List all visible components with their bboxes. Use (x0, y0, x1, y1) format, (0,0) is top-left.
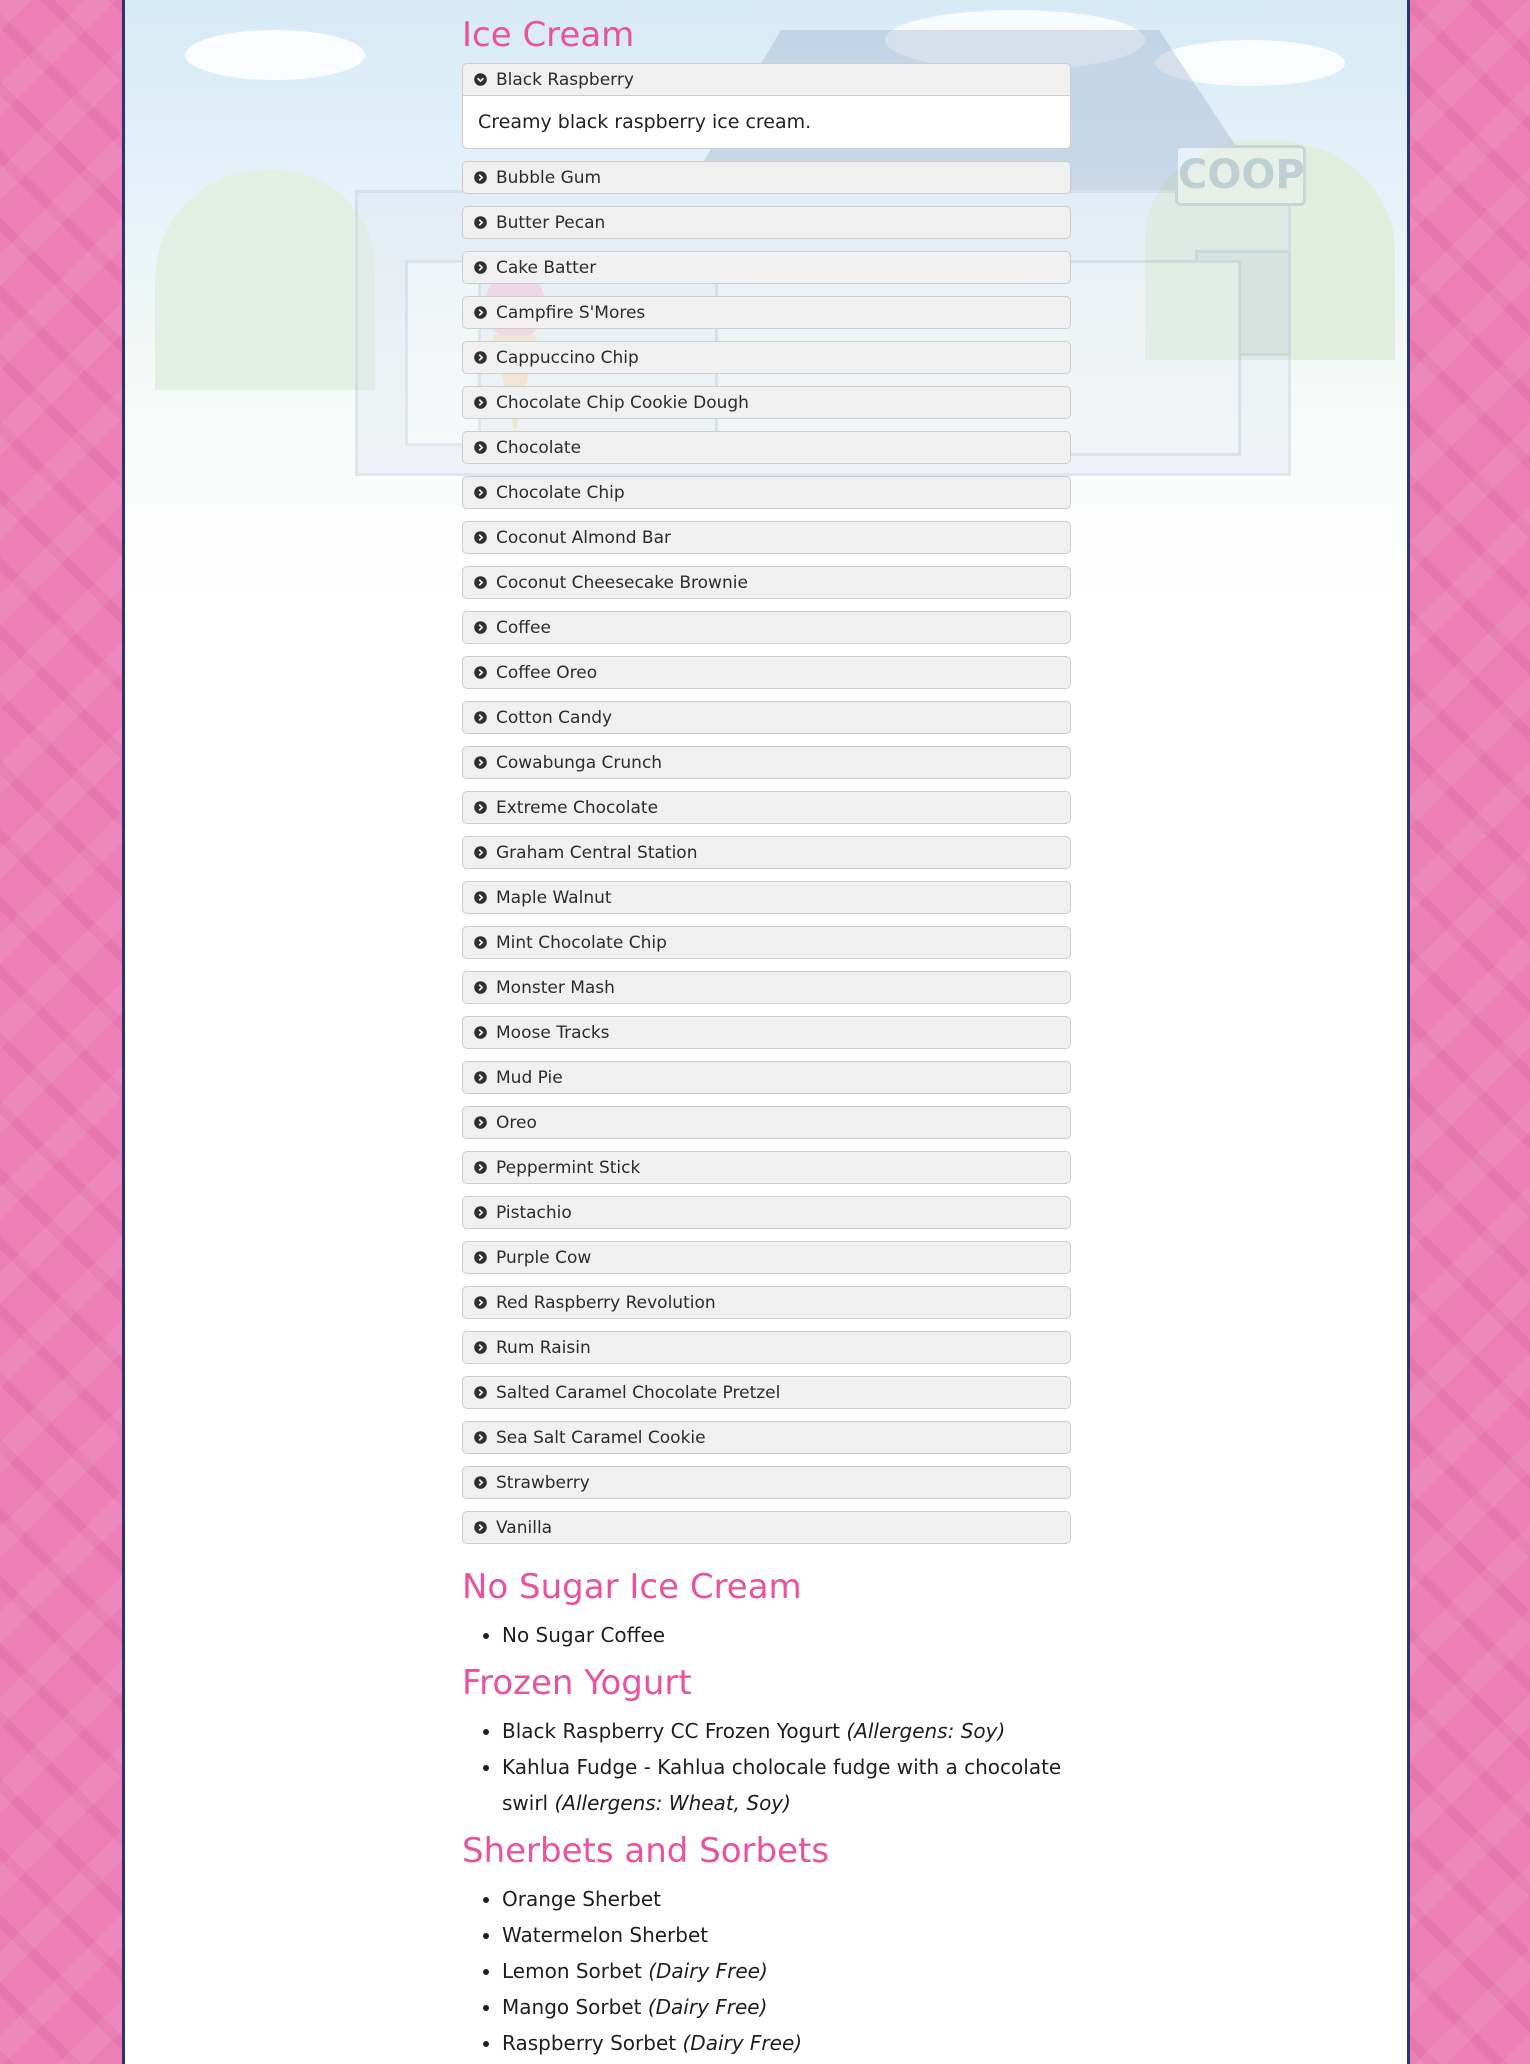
accordion-label: Bubble Gum (496, 167, 602, 188)
accordion-header[interactable] (462, 1241, 1071, 1274)
accordion-label: Sea Salt Caramel Cookie (496, 1427, 706, 1448)
accordion-header[interactable] (462, 1466, 1071, 1499)
accordion-label: Mint Chocolate Chip (496, 932, 667, 953)
chevron-right-circle-icon (474, 261, 487, 274)
item-name: Black Raspberry CC Frozen Yogurt (502, 1719, 841, 1743)
accordion-header[interactable] (462, 836, 1071, 869)
flavor-description: Creamy black raspberry ice cream. (478, 111, 812, 133)
chevron-right-circle-icon (474, 1071, 487, 1084)
chevron-right-circle-icon (474, 1161, 487, 1174)
item-note: (Dairy Free) (648, 1959, 768, 1983)
accordion-panel-body (462, 96, 1071, 149)
accordion-label: Purple Cow (496, 1247, 592, 1268)
section-title-frozen-yogurt: Frozen Yogurt (462, 1663, 692, 1703)
accordion-label: Maple Walnut (496, 887, 612, 908)
accordion-header-open[interactable] (462, 63, 1071, 96)
accordion-header[interactable] (462, 296, 1071, 329)
chevron-right-circle-icon (474, 1521, 487, 1534)
accordion-label: Chocolate (496, 437, 582, 458)
item-name: Kahlua Fudge - Kahlua cholocale fudge with a chocolate swirl (502, 1755, 1062, 1815)
item-name: Watermelon Sherbet (502, 1923, 709, 1947)
accordion-header[interactable] (462, 161, 1071, 194)
accordion-header[interactable] (462, 1106, 1071, 1139)
chevron-right-circle-icon (474, 1116, 487, 1129)
frozen-yogurt-list (462, 1713, 1082, 1821)
accordion-label: Vanilla (496, 1517, 553, 1538)
accordion-label: Oreo (496, 1112, 537, 1133)
accordion-label: Butter Pecan (496, 212, 606, 233)
item-name: Lemon Sorbet (502, 1959, 642, 1983)
accordion-label: Black Raspberry (496, 69, 634, 90)
accordion-label: Coffee (496, 617, 551, 638)
no-sugar-list (462, 1617, 1082, 1653)
accordion-label: Cake Batter (496, 257, 597, 278)
accordion-header[interactable] (462, 1376, 1071, 1409)
accordion-label: Cowabunga Crunch (496, 752, 663, 773)
accordion-label: Rum Raisin (496, 1337, 591, 1358)
chevron-right-circle-icon (474, 711, 487, 724)
chevron-right-circle-icon (474, 936, 487, 949)
accordion-label: Moose Tracks (496, 1022, 610, 1043)
accordion-label: Pistachio (496, 1202, 572, 1223)
accordion-header[interactable] (462, 656, 1071, 689)
accordion-header[interactable] (462, 431, 1071, 464)
section-title-no-sugar: No Sugar Ice Cream (462, 1567, 802, 1607)
item-note: (Dairy Free) (647, 1995, 768, 2019)
list-item (502, 1881, 1082, 1917)
chevron-right-circle-icon (474, 1296, 487, 1309)
list-item (502, 1953, 1082, 1989)
accordion-label: Campfire S'Mores (496, 302, 646, 323)
accordion-label: Coffee Oreo (496, 662, 598, 683)
accordion-header[interactable] (462, 1196, 1071, 1229)
chevron-right-circle-icon (474, 171, 487, 184)
chevron-right-circle-icon (474, 756, 487, 769)
accordion-header[interactable] (462, 1061, 1071, 1094)
list-item (502, 1917, 1082, 1953)
accordion-header[interactable] (462, 1421, 1071, 1454)
accordion-header[interactable] (462, 701, 1071, 734)
section-title-sherbets: Sherbets and Sorbets (462, 1831, 830, 1871)
list-item (502, 1749, 1082, 1821)
chevron-right-circle-icon (474, 981, 487, 994)
chevron-right-circle-icon (474, 576, 487, 589)
accordion-label: Peppermint Stick (496, 1157, 641, 1178)
sherbets-list (462, 1881, 1082, 2061)
chevron-right-circle-icon (474, 801, 487, 814)
accordion-label: Monster Mash (496, 977, 615, 998)
accordion-header[interactable] (462, 791, 1071, 824)
section-title-ice-cream: Ice Cream (462, 15, 635, 55)
shop-sign: COOP (1175, 145, 1306, 206)
chevron-right-circle-icon (474, 1386, 487, 1399)
chevron-down-circle-icon (474, 73, 487, 86)
accordion-header[interactable] (462, 971, 1071, 1004)
accordion-header[interactable] (462, 1331, 1071, 1364)
chevron-right-circle-icon (474, 1431, 487, 1444)
list-item (502, 2025, 1082, 2061)
accordion-header[interactable] (462, 1511, 1071, 1544)
accordion-header[interactable] (462, 926, 1071, 959)
accordion-header[interactable] (462, 566, 1071, 599)
list-item (502, 1617, 1082, 1653)
accordion-header[interactable] (462, 1016, 1071, 1049)
chevron-right-circle-icon (474, 1251, 487, 1264)
item-name: Mango Sorbet (502, 1995, 642, 2019)
accordion-label: Mud Pie (496, 1067, 563, 1088)
accordion-label: Extreme Chocolate (496, 797, 659, 818)
accordion-header[interactable] (462, 206, 1071, 239)
chevron-right-circle-icon (474, 216, 487, 229)
accordion-header[interactable] (462, 1151, 1071, 1184)
chevron-right-circle-icon (474, 306, 487, 319)
item-note: (Dairy Free) (682, 2031, 803, 2055)
chevron-right-circle-icon (474, 396, 487, 409)
chevron-right-circle-icon (474, 486, 487, 499)
accordion-label: Cotton Candy (496, 707, 613, 728)
chevron-right-circle-icon (474, 621, 487, 634)
accordion-header[interactable] (462, 1286, 1071, 1319)
accordion-header[interactable] (462, 386, 1071, 419)
item-name: No Sugar Coffee (502, 1623, 666, 1647)
chevron-right-circle-icon (474, 531, 487, 544)
chevron-right-circle-icon (474, 666, 487, 679)
accordion-header[interactable] (462, 881, 1071, 914)
accordion-label: Salted Caramel Chocolate Pretzel (496, 1382, 781, 1403)
accordion-label: Strawberry (496, 1472, 590, 1493)
accordion-label: Coconut Cheesecake Brownie (496, 572, 748, 593)
chevron-right-circle-icon (474, 891, 487, 904)
accordion-header[interactable] (462, 251, 1071, 284)
chevron-right-circle-icon (474, 441, 487, 454)
accordion-label: Red Raspberry Revolution (496, 1292, 716, 1313)
content-panel (122, 0, 1410, 2064)
list-item (502, 1989, 1082, 2025)
list-item (502, 1713, 1082, 1749)
item-name: Raspberry Sorbet (502, 2031, 677, 2055)
accordion-header[interactable] (462, 521, 1071, 554)
accordion-header[interactable] (462, 746, 1071, 779)
chevron-right-circle-icon (474, 1026, 487, 1039)
chevron-right-circle-icon (474, 1476, 487, 1489)
item-note: (Allergens: Soy) (846, 1719, 1006, 1743)
accordion-label: Graham Central Station (496, 842, 698, 863)
accordion-label: Chocolate Chip (496, 482, 625, 503)
chevron-right-circle-icon (474, 1206, 487, 1219)
chevron-right-circle-icon (474, 846, 487, 859)
chevron-right-circle-icon (474, 1341, 487, 1354)
accordion-header[interactable] (462, 476, 1071, 509)
item-name: Orange Sherbet (502, 1887, 661, 1911)
accordion-header[interactable] (462, 341, 1071, 374)
accordion-label: Coconut Almond Bar (496, 527, 671, 548)
accordion-label: Cappuccino Chip (496, 347, 639, 368)
accordion-header[interactable] (462, 611, 1071, 644)
item-note: (Allergens: Wheat, Soy) (554, 1791, 791, 1815)
accordion-label: Chocolate Chip Cookie Dough (496, 392, 749, 413)
chevron-right-circle-icon (474, 351, 487, 364)
